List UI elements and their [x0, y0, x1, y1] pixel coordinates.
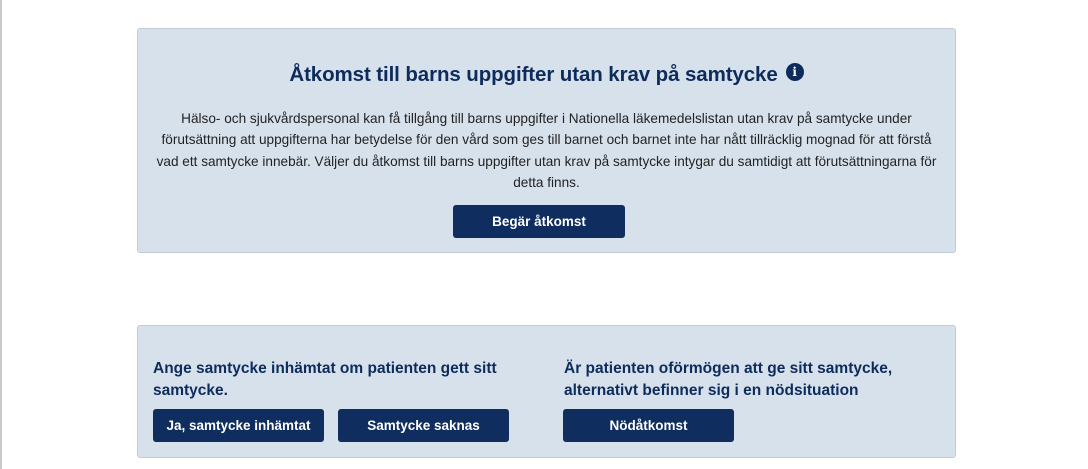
emergency-access-button[interactable]: Nödåtkomst	[563, 409, 734, 442]
window-left-border	[0, 0, 2, 469]
emergency-heading: Är patienten oförmögen att ge sitt samtycke, alternativt befinner sig i en nödsituation	[564, 360, 893, 399]
consent-obtained-button[interactable]: Ja, samtycke inhämtat	[153, 409, 324, 442]
access-panel-title-text: Åtkomst till barns uppgifter utan krav på samtycke	[289, 63, 778, 86]
consent-heading: Ange samtycke inhämtat om patienten gett sitt samtycke.	[153, 360, 497, 399]
consent-panel	[137, 325, 956, 458]
consent-missing-button[interactable]: Samtycke saknas	[338, 409, 509, 442]
access-panel-description: Hälso- och sjukvårdspersonal kan få tillgång till barns uppgifter i Nationella läkemedelslistan utan krav på samtycke under förutsättning att uppgifterna har betydelse för den vård som ges till barnet och barnet inte har nått tillräcklig mognad för att förstå vad ett samtycke innebär. Väljer du åtkomst till barns uppgifter utan krav på samtycke intygar du samtidigt att förutsättningarna för detta finns.	[156, 111, 937, 190]
info-icon[interactable]: i	[786, 63, 804, 81]
request-access-button[interactable]: Begär åtkomst	[453, 205, 625, 238]
child-data-access-panel	[137, 28, 956, 253]
access-panel-title	[138, 63, 955, 87]
